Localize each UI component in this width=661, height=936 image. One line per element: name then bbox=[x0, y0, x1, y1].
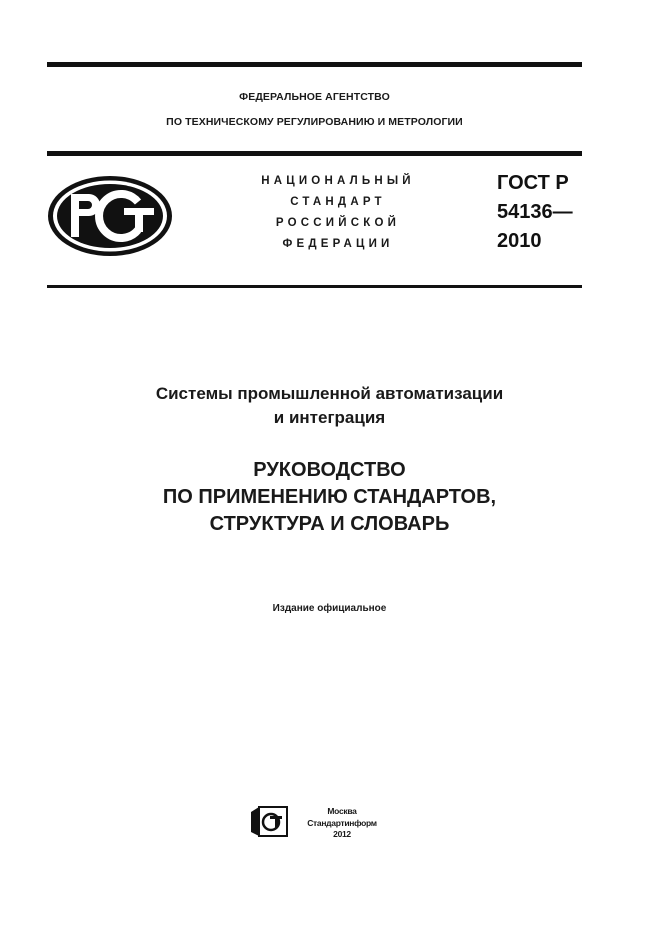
title-line-2: ПО ПРИМЕНЕНИЮ СТАНДАРТОВ, bbox=[162, 486, 497, 508]
agency-name-line-2: ПО ТЕХНИЧЕСКОМУ РЕГУЛИРОВАНИЮ И МЕТРОЛОГИИ bbox=[166, 116, 463, 128]
title-line-1: РУКОВОДСТВО bbox=[253, 459, 406, 481]
agency-name-line-1: ФЕДЕРАЛЬНОЕ АГЕНТСТВО bbox=[239, 91, 390, 103]
standard-type-line-1: НАЦИОНАЛЬНЫЙ bbox=[261, 175, 415, 187]
gost-line-1: ГОСТ Р bbox=[497, 172, 569, 194]
imprint-block bbox=[302, 806, 382, 841]
subtitle-line-1: Системы промышленной автоматизации bbox=[155, 384, 504, 403]
document-subtitle bbox=[47, 382, 612, 430]
top-rule bbox=[47, 62, 582, 67]
document-title bbox=[47, 457, 612, 538]
edition-note: Издание официальное bbox=[272, 603, 387, 614]
standartinform-logo-icon bbox=[249, 806, 289, 838]
rst-certification-mark-icon bbox=[46, 174, 174, 258]
standard-type-line-3: РОССИЙСКОЙ bbox=[275, 217, 401, 229]
gost-designation bbox=[497, 169, 573, 256]
imprint-year: 2012 bbox=[333, 829, 351, 839]
gost-line-3: 2010 bbox=[497, 230, 542, 252]
bottom-rule bbox=[47, 285, 582, 288]
subtitle-line-2: и интеграция bbox=[273, 408, 386, 427]
imprint-city: Москва bbox=[327, 806, 357, 816]
imprint-publisher: Стандартинформ bbox=[307, 817, 377, 828]
standard-type-line-4: ФЕДЕРАЦИИ bbox=[282, 238, 394, 250]
standard-type-line-2: СТАНДАРТ bbox=[290, 196, 386, 208]
standard-type-block bbox=[228, 171, 448, 255]
middle-rule bbox=[47, 151, 582, 156]
title-line-3: СТРУКТУРА И СЛОВАРЬ bbox=[209, 513, 450, 535]
gost-line-2: 54136— bbox=[497, 201, 573, 223]
